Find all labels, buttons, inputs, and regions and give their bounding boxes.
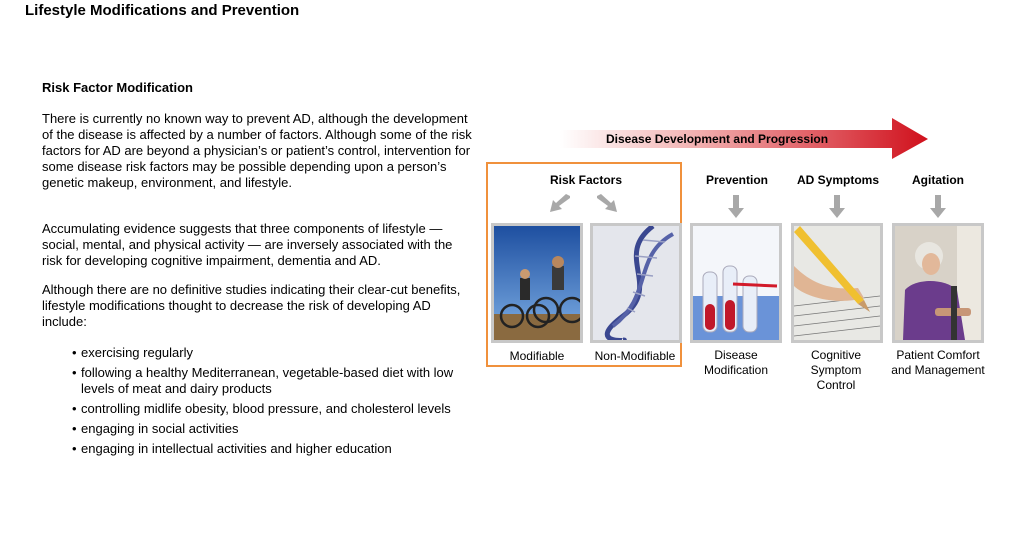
list-item-text: controlling midlife obesity, blood pressure, and cholesterol levels <box>81 401 451 416</box>
risk-factors-heading: Risk Factors <box>549 173 623 187</box>
caption-line: Disease <box>714 348 758 362</box>
test-tubes-photo <box>690 223 782 343</box>
elderly-patient-photo <box>892 223 984 343</box>
arrow-down-right-icon <box>595 194 619 214</box>
caption-line: Control <box>816 378 856 392</box>
disease-modification-caption <box>686 348 786 378</box>
list-item-text: exercising regularly <box>81 345 193 360</box>
page-title: Lifestyle Modifications and Prevention <box>25 2 300 19</box>
bullet-marker: • <box>72 401 77 416</box>
prevention-heading: Prevention <box>705 173 768 187</box>
section-title: Risk Factor Modification <box>42 80 193 95</box>
bullet-marker: • <box>72 441 77 456</box>
bullet-marker: • <box>72 365 77 380</box>
cognitive-test-photo <box>791 223 883 343</box>
list-item-text: engaging in intellectual activities and higher education <box>81 441 392 456</box>
intro-paragraph: There is currently no known way to prevent AD, although the development of the disease is affected by a number of factors. Although some of the risk factors for AD are beyond a physician’s or patient’s control, intervention for some disease risk factors may be possible depending upon a person’s genetic makeup, environment, and lifestyle. <box>42 111 472 190</box>
modifications-paragraph: Although there are no definitive studies indicating their clear-cut benefits, lifestyle modifications thought to decrease the risk of developing AD include: <box>42 282 461 329</box>
agitation-heading: Agitation <box>912 173 964 187</box>
non-modifiable-caption: Non-Modifiable <box>594 349 676 363</box>
bullet-marker: • <box>72 421 77 436</box>
cyclists-photo <box>491 223 583 343</box>
progression-label: Disease Development and Progression <box>606 132 829 146</box>
caption-line: Modification <box>703 363 769 377</box>
cognitive-symptom-control-caption <box>786 348 886 393</box>
modifiable-caption: Modifiable <box>509 349 565 363</box>
patient-comfort-caption <box>884 348 992 378</box>
lifestyle-paragraph: Accumulating evidence suggests that three components of lifestyle — social, mental, and physical activity — are inversely associated with the risk for developing cognitive impairment, dementia and AD. <box>42 221 453 268</box>
arrow-down-icon <box>829 195 845 219</box>
arrow-down-left-icon <box>548 194 572 214</box>
caption-line: Cognitive <box>810 348 862 362</box>
list-item-text: engaging in social activities <box>81 421 239 436</box>
list-item-text: following a healthy Mediterranean, vegetable-based diet with low levels of meat and dairy products <box>81 365 454 396</box>
arrow-down-icon <box>930 195 946 219</box>
arrow-down-icon <box>728 195 744 219</box>
ad-symptoms-heading: AD Symptoms <box>796 173 879 187</box>
caption-line: and Management <box>891 363 985 377</box>
bullet-marker: • <box>72 345 77 360</box>
caption-line: Patient Comfort <box>896 348 980 362</box>
caption-line: Symptom <box>810 363 862 377</box>
dna-helix-photo <box>590 223 682 343</box>
